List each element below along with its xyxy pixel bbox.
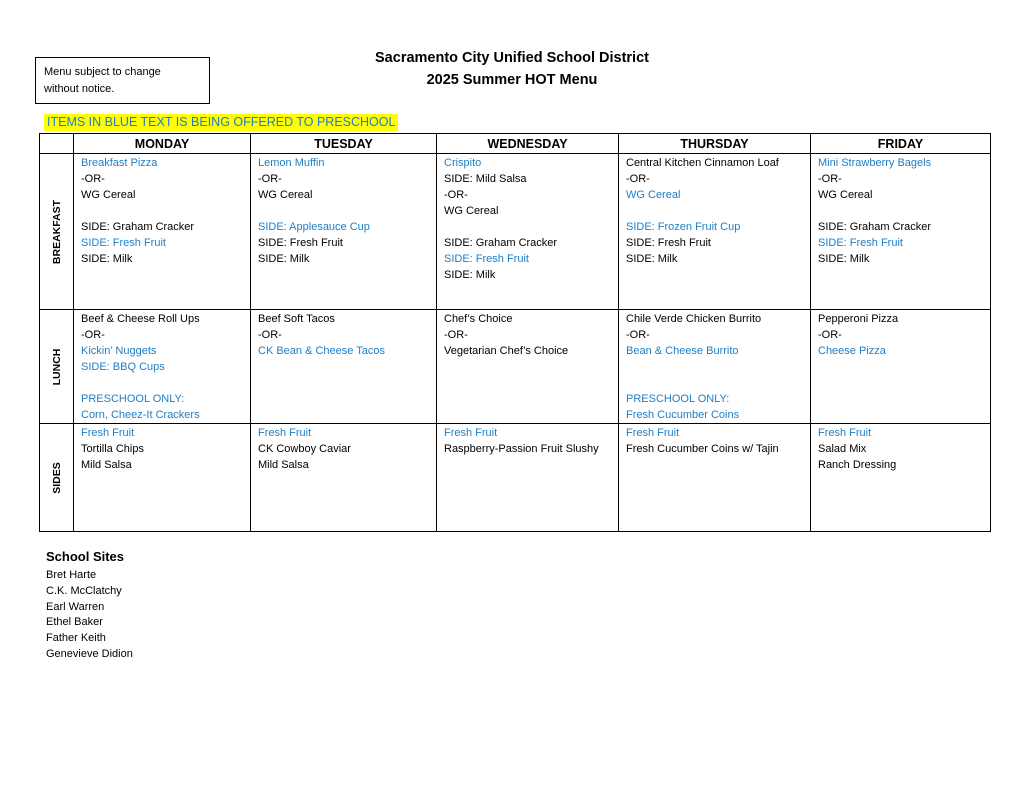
menu-item: Breakfast Pizza <box>81 157 158 169</box>
menu-cell-sides-tuesday <box>251 424 437 532</box>
district-title: Sacramento City Unified School District <box>375 50 649 66</box>
menu-item: Bean & Cheese Burrito <box>626 345 739 357</box>
menu-item: -OR- <box>444 189 468 201</box>
menu-item: Fresh Cucumber Coins w/ Tajin <box>626 443 779 455</box>
menu-item: Central Kitchen Cinnamon Loaf <box>626 157 779 169</box>
menu-row-lunch <box>40 310 991 424</box>
day-header-tuesday: TUESDAY <box>251 134 437 154</box>
menu-item: SIDE: Milk <box>444 269 496 281</box>
menu-item: -OR- <box>818 329 842 341</box>
menu-item: Vegetarian Chef’s Choice <box>444 345 569 357</box>
menu-cell-sides-friday <box>811 424 991 532</box>
school-site-item: Genevieve Didion <box>46 647 133 660</box>
menu-item: SIDE: Fresh Fruit <box>81 237 166 249</box>
day-header-wednesday: WEDNESDAY <box>437 134 619 154</box>
menu-item: SIDE: Fresh Fruit <box>626 237 711 249</box>
school-site-item: Bret Harte <box>46 569 97 581</box>
menu-item: PRESCHOOL ONLY: <box>81 393 185 405</box>
blank-line <box>81 203 243 219</box>
menu-item: Fresh Fruit <box>444 427 498 439</box>
menu-item: CK Cowboy Caviar <box>258 443 351 455</box>
menu-item: Chef’s Choice <box>444 313 513 325</box>
menu-cell-breakfast-monday <box>74 154 251 310</box>
blank-line <box>818 203 983 219</box>
menu-cell-lunch-tuesday <box>251 310 437 424</box>
menu-item: Fresh Fruit <box>81 427 135 439</box>
school-sites-title: School Sites <box>46 549 125 564</box>
menu-item: SIDE: Milk <box>818 253 870 265</box>
menu-item: -OR- <box>818 173 842 185</box>
menu-item: Chile Verde Chicken Burrito <box>626 313 762 325</box>
menu-item: Corn, Cheez-It Crackers <box>81 409 200 421</box>
meal-label-breakfast: BREAKFAST <box>50 199 63 264</box>
menu-item: -OR- <box>258 173 282 185</box>
menu-item: -OR- <box>626 329 650 341</box>
menu-item: SIDE: Milk <box>258 253 310 265</box>
row-label-cell <box>40 424 74 532</box>
menu-item: SIDE: Milk <box>626 253 678 265</box>
menu-item: -OR- <box>258 329 282 341</box>
menu-item: WG Cereal <box>818 189 873 201</box>
menu-cell-lunch-monday <box>74 310 251 424</box>
school-sites-list <box>46 568 133 663</box>
menu-cell-breakfast-thursday <box>619 154 811 310</box>
menu-item: SIDE: Mild Salsa <box>444 173 527 185</box>
menu-item: Beef & Cheese Roll Ups <box>81 313 200 325</box>
menu-item: WG Cereal <box>258 189 313 201</box>
menu-item: Cheese Pizza <box>818 345 886 357</box>
menu-item: SIDE: Graham Cracker <box>81 221 195 233</box>
day-header-thursday: THURSDAY <box>619 134 811 154</box>
day-header-monday: MONDAY <box>74 134 251 154</box>
menu-item: Fresh Cucumber Coins <box>626 409 740 421</box>
day-header-row <box>40 134 991 154</box>
row-label-cell <box>40 310 74 424</box>
menu-item: SIDE: Milk <box>81 253 133 265</box>
menu-item: CK Bean & Cheese Tacos <box>258 345 385 357</box>
blank-line <box>81 375 243 391</box>
menu-row-sides <box>40 424 991 532</box>
menu-item: SIDE: Fresh Fruit <box>444 253 529 265</box>
menu-cell-sides-wednesday <box>437 424 619 532</box>
menu-item: Mini Strawberry Bagels <box>818 157 932 169</box>
notice-line-2: without notice. <box>44 83 115 95</box>
school-site-item: Earl Warren <box>46 600 105 613</box>
menu-title: 2025 Summer HOT Menu <box>426 72 598 88</box>
menu-cell-breakfast-wednesday <box>437 154 619 310</box>
menu-item: WG Cereal <box>444 205 499 217</box>
blank-line <box>444 219 611 235</box>
menu-item: Fresh Fruit <box>626 427 680 439</box>
menu-cell-lunch-wednesday <box>437 310 619 424</box>
menu-item: Mild Salsa <box>258 459 309 471</box>
menu-item: SIDE: Fresh Fruit <box>258 237 343 249</box>
blank-line <box>258 203 429 219</box>
school-site-item: Father Keith <box>46 632 106 645</box>
blank-line <box>626 359 803 375</box>
menu-item: Beef Soft Tacos <box>258 313 335 325</box>
school-site-item: C.K. McClatchy <box>46 584 122 597</box>
menu-item: -OR- <box>444 329 468 341</box>
menu-item: Fresh Fruit <box>818 427 872 439</box>
menu-item: Pepperoni Pizza <box>818 313 899 325</box>
menu-item: -OR- <box>81 329 105 341</box>
menu-item: -OR- <box>626 173 650 185</box>
menu-item: Ranch Dressing <box>818 459 897 471</box>
menu-item: Tortilla Chips <box>81 443 144 455</box>
menu-item: Crispito <box>444 157 482 169</box>
corner-cell <box>40 134 74 154</box>
menu-cell-lunch-friday <box>811 310 991 424</box>
menu-item: Salad Mix <box>818 443 867 455</box>
meal-label-sides: SIDES <box>50 461 63 494</box>
menu-row-breakfast <box>40 154 991 310</box>
day-header-friday: FRIDAY <box>811 134 991 154</box>
blank-line <box>626 203 803 219</box>
menu-cell-breakfast-tuesday <box>251 154 437 310</box>
blank-line <box>626 375 803 391</box>
menu-cell-sides-thursday <box>619 424 811 532</box>
menu-cell-breakfast-friday <box>811 154 991 310</box>
meal-label-lunch: LUNCH <box>50 348 63 385</box>
menu-item: WG Cereal <box>81 189 136 201</box>
menu-item: -OR- <box>81 173 105 185</box>
school-site-item: Ethel Baker <box>46 616 103 629</box>
menu-item: Lemon Muffin <box>258 157 325 169</box>
menu-table <box>39 133 991 532</box>
menu-item: SIDE: Applesauce Cup <box>258 221 370 233</box>
menu-item: Kickin’ Nuggets <box>81 345 157 357</box>
preschool-note: ITEMS IN BLUE TEXT IS BEING OFFERED TO PRESCHOOL <box>44 114 398 131</box>
menu-item: SIDE: Fresh Fruit <box>818 237 903 249</box>
menu-item: SIDE: Frozen Fruit Cup <box>626 221 741 233</box>
row-label-cell <box>40 154 74 310</box>
menu-item: Fresh Fruit <box>258 427 312 439</box>
menu-item: SIDE: BBQ Cups <box>81 361 165 373</box>
menu-item: Raspberry-Passion Fruit Slushy <box>444 443 599 455</box>
menu-cell-lunch-thursday <box>619 310 811 424</box>
menu-item: PRESCHOOL ONLY: <box>626 393 730 405</box>
menu-item: WG Cereal <box>626 189 681 201</box>
menu-cell-sides-monday <box>74 424 251 532</box>
menu-item: SIDE: Graham Cracker <box>818 221 932 233</box>
notice-line-1: Menu subject to change <box>44 66 161 78</box>
menu-item: Mild Salsa <box>81 459 132 471</box>
menu-item: SIDE: Graham Cracker <box>444 237 558 249</box>
